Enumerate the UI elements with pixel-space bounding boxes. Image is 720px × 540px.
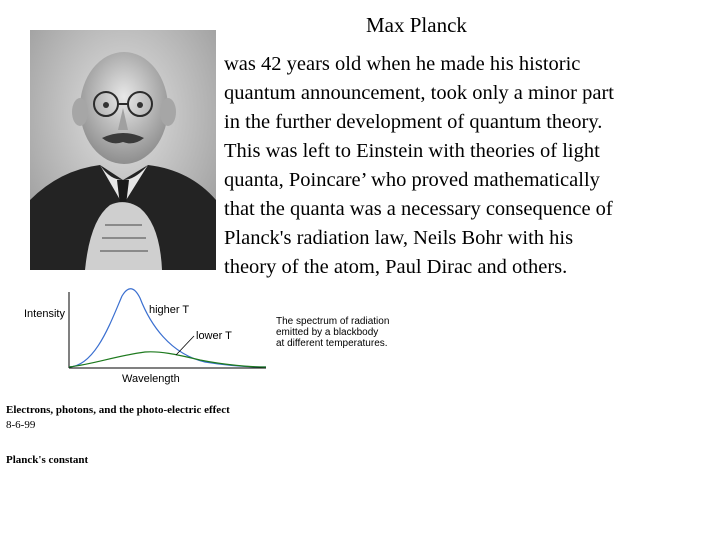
caption-line: The spectrum of radiation (276, 316, 390, 327)
higher-temperature-curve (69, 289, 266, 367)
spectrum-caption (276, 316, 389, 349)
footer-date: 8-6-99 (6, 419, 36, 431)
higher-t-label: higher T (149, 304, 190, 316)
slide-title: Max Planck (366, 13, 467, 37)
slide-body-text: was 42 years old when he made his historic quantum announcement, took only a minor part in the further development of quantum theory. This was left to Einstein with theories of light quanta, Poincare’ who proved mathematically that the quanta was a necessary consequence of Planck's radiation law, Neils Bohr with his theory of the atom, Paul Dirac and others. (224, 53, 614, 278)
footer-topic: Planck's constant (6, 454, 89, 466)
y-axis-label: Intensity (24, 308, 65, 320)
caption-line: emitted by a blackbody (276, 327, 379, 338)
x-axis-label: Wavelength (122, 373, 180, 385)
caption-line: at different temperatures. (276, 338, 388, 349)
max-planck-portrait (30, 30, 216, 270)
lower-temperature-curve (69, 352, 266, 367)
footer-lecture-title: Electrons, photons, and the photo-electric effect (6, 404, 230, 416)
portrait-photo-image (30, 30, 216, 270)
lower-t-label: lower T (196, 330, 232, 342)
blackbody-spectrum-figure (0, 284, 440, 390)
lower-temperature-pointer (176, 336, 194, 355)
